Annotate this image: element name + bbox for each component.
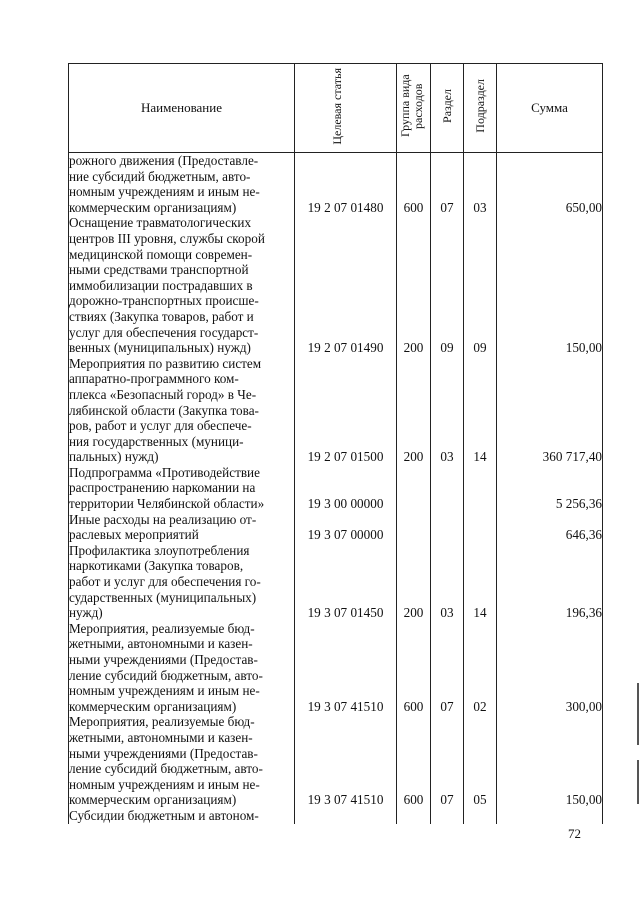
row-name-text: Мероприятия по развитию систем аппаратно-программного ком- плекса «Безопасный город» в Че- лябинской области (Закупка това- ров, работ и услуг для обеспече- ния государственных (муници- пальных) нужд) bbox=[69, 355, 262, 465]
header-subsection: Подраздел bbox=[464, 64, 497, 153]
budget-table bbox=[68, 63, 603, 824]
page-number: 72 bbox=[568, 826, 581, 841]
cell-subsection: 09 bbox=[464, 215, 497, 355]
cell-group bbox=[397, 512, 431, 543]
cell-name bbox=[69, 153, 295, 216]
header-section: Раздел bbox=[431, 64, 464, 153]
cell-section bbox=[431, 465, 464, 512]
cell-group: 200 bbox=[397, 543, 431, 621]
table-row bbox=[69, 714, 603, 808]
cell-section: 07 bbox=[431, 714, 464, 808]
row-name-text: рожного движения (Предоставле- ние субсидий бюджетным, авто- номным учреждениям и иным не- коммерческим организациям) bbox=[69, 153, 260, 215]
cell-target: 19 2 07 01480 bbox=[295, 153, 397, 216]
cell-subsection: 02 bbox=[464, 621, 497, 715]
cell-sum: 650,00 bbox=[497, 153, 603, 216]
cell-target: 19 3 00 00000 bbox=[295, 465, 397, 512]
row-name-text: Иные расходы на реализацию от- раслевых мероприятий bbox=[69, 511, 257, 543]
table-row bbox=[69, 543, 603, 621]
cell-section bbox=[431, 808, 464, 824]
cell-section: 03 bbox=[431, 543, 464, 621]
cell-subsection: 14 bbox=[464, 543, 497, 621]
cell-group bbox=[397, 808, 431, 824]
header-target-article: Целевая статья bbox=[295, 64, 397, 153]
cell-target: 19 3 07 41510 bbox=[295, 621, 397, 715]
cell-target: 19 3 07 00000 bbox=[295, 512, 397, 543]
table-row bbox=[69, 153, 603, 216]
row-name-text: Субсидии бюджетным и автоном- bbox=[69, 807, 259, 823]
cell-group: 200 bbox=[397, 215, 431, 355]
cell-target: 19 3 07 01450 bbox=[295, 543, 397, 621]
table-row bbox=[69, 465, 603, 512]
cell-sum: 5 256,36 bbox=[497, 465, 603, 512]
cell-name bbox=[69, 543, 295, 621]
cell-subsection: 03 bbox=[464, 153, 497, 216]
cell-group: 600 bbox=[397, 153, 431, 216]
table-row bbox=[69, 808, 603, 824]
cell-subsection bbox=[464, 512, 497, 543]
cell-group: 600 bbox=[397, 714, 431, 808]
cell-sum bbox=[497, 808, 603, 824]
row-name-text: Оснащение травматологических центров III уровня, службы скорой медицинской помощи современ- ными средствами транспортной иммобилизации пострадавших в дорожно-транспортных происше- ствиях (Закупка товаров, работ и услуг для обеспечения государст- венных (муниципальных) нужд) bbox=[69, 215, 265, 356]
cell-name bbox=[69, 808, 295, 824]
table-row bbox=[69, 621, 603, 715]
table-row bbox=[69, 356, 603, 465]
row-name-text: Профилактика злоупотребления наркотиками (Закупка товаров, работ и услуг для обеспечения го- сударственных (муниципальных) нужд) bbox=[69, 542, 261, 621]
cell-section: 03 bbox=[431, 356, 464, 465]
table-row bbox=[69, 512, 603, 543]
cell-name bbox=[69, 215, 295, 355]
cell-group bbox=[397, 465, 431, 512]
cell-section: 07 bbox=[431, 153, 464, 216]
cell-sum: 646,36 bbox=[497, 512, 603, 543]
cell-target bbox=[295, 808, 397, 824]
cell-name bbox=[69, 356, 295, 465]
table-row bbox=[69, 215, 603, 355]
cell-name bbox=[69, 621, 295, 715]
cell-subsection bbox=[464, 465, 497, 512]
cell-name bbox=[69, 465, 295, 512]
cell-sum: 196,36 bbox=[497, 543, 603, 621]
cell-section: 09 bbox=[431, 215, 464, 355]
cell-group: 200 bbox=[397, 356, 431, 465]
cell-name bbox=[69, 512, 295, 543]
cell-group: 600 bbox=[397, 621, 431, 715]
cell-name bbox=[69, 714, 295, 808]
header-expense-group: Группа вида расходов bbox=[397, 64, 431, 153]
header-name: Наименование bbox=[69, 64, 295, 153]
cell-sum: 150,00 bbox=[497, 714, 603, 808]
cell-sum: 300,00 bbox=[497, 621, 603, 715]
cell-subsection bbox=[464, 808, 497, 824]
cell-target: 19 3 07 41510 bbox=[295, 714, 397, 808]
cell-section: 07 bbox=[431, 621, 464, 715]
scan-mark bbox=[637, 683, 639, 745]
header-sum: Сумма bbox=[497, 64, 603, 153]
cell-target: 19 2 07 01500 bbox=[295, 356, 397, 465]
scan-mark bbox=[637, 760, 639, 804]
cell-target: 19 2 07 01490 bbox=[295, 215, 397, 355]
row-name-text: Мероприятия, реализуемые бюд- жетными, автономными и казен- ными учреждениями (Предостав- ление субсидий бюджетным, авто- номным учреждениям и иным не- коммерческим организациям) bbox=[69, 620, 263, 714]
cell-section bbox=[431, 512, 464, 543]
table-header-row bbox=[69, 64, 603, 153]
table-body bbox=[69, 153, 603, 824]
row-name-text: Подпрограмма «Противодействие распространению наркомании на территории Челябинской области» bbox=[69, 464, 265, 512]
cell-sum: 360 717,40 bbox=[497, 356, 603, 465]
row-name-text: Мероприятия, реализуемые бюд- жетными, автономными и казен- ными учреждениями (Предостав- ление субсидий бюджетным, авто- номным учреждениям и иным не- коммерческим организациям) bbox=[69, 714, 263, 808]
cell-subsection: 05 bbox=[464, 714, 497, 808]
cell-subsection: 14 bbox=[464, 356, 497, 465]
cell-sum: 150,00 bbox=[497, 215, 603, 355]
